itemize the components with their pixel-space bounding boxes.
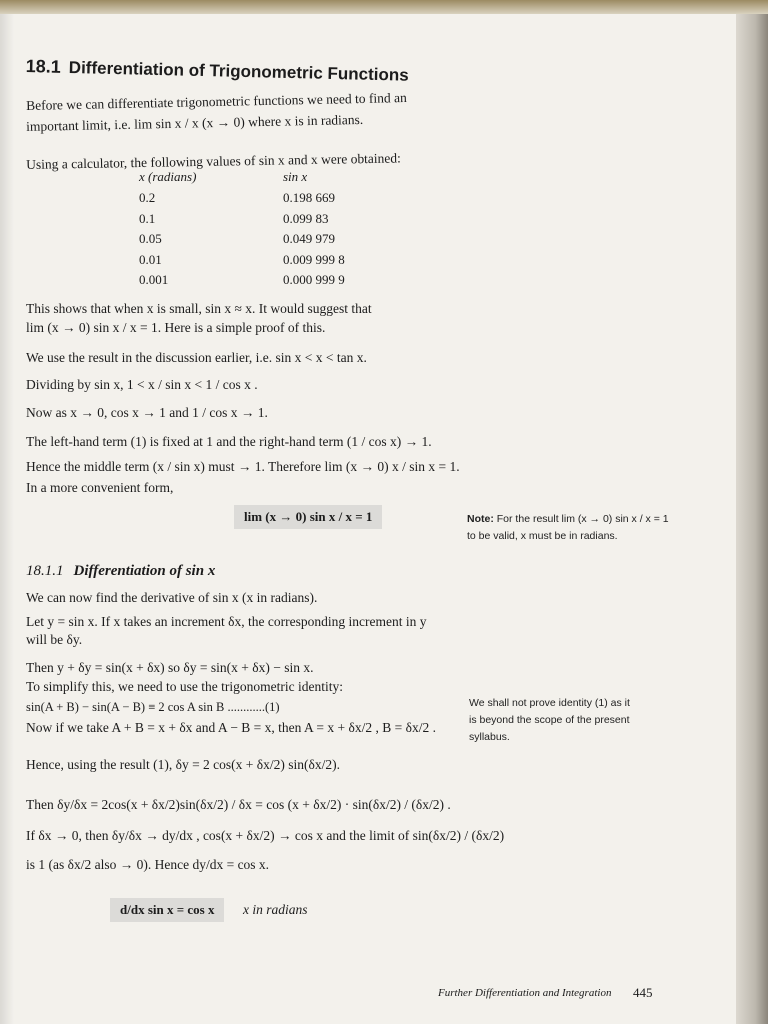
deriv-line-10: is 1 (as δx/2 also → 0). Hence dy/dx = cos x. xyxy=(26,857,270,872)
intro-line-2: important limit, i.e. lim sin x / x (x → 0) where x is in radians. xyxy=(26,111,364,134)
proof-line-5: Now as x → 0, cos x → 1 and 1 / cos x → 1. xyxy=(26,405,268,420)
column-header-x: x (radians) xyxy=(139,169,197,184)
intro-line-1: Before we can differentiate trigonometric functions we need to find an xyxy=(26,90,407,113)
deriv-line-6: Now if we take A + B = x + δx and A − B = x, then A = x + δx/2 , B = δx/2 . xyxy=(26,720,436,735)
table-row xyxy=(139,188,345,209)
calculator-intro: Using a calculator, the following values of sin x and x were obtained: xyxy=(26,150,401,172)
table-cell: 0.099 83 xyxy=(283,210,329,226)
binding-shadow xyxy=(0,0,14,1024)
proof-line-2: lim (x → 0) sin x / x = 1. Here is a simple proof of this. xyxy=(26,320,326,335)
proof-line-7: Hence the middle term (x / sin x) must → 1. Therefore lim (x → 0) x / sin x = 1. xyxy=(26,459,460,474)
table-cell: 0.198 669 xyxy=(283,190,335,206)
proof-line-4: Dividing by sin x, 1 < x / sin x < 1 / cos x . xyxy=(26,377,258,392)
proof-line-3: We use the result in the discussion earlier, i.e. sin x < x < tan x. xyxy=(26,350,367,365)
table-cell: 0.01 xyxy=(139,251,162,267)
table-cell: 0.2 xyxy=(139,190,156,206)
column-header-sinx: sin x xyxy=(283,169,308,184)
deriv-line-8: Then δy/δx = 2cos(x + δx/2)sin(δx/2) / δx = cos (x + δx/2) · sin(δx/2) / (δx/2) . xyxy=(26,797,451,812)
note-line-1 xyxy=(467,511,669,528)
subsection-number: 18.1.1 xyxy=(26,563,64,579)
note2-line-3: syllabus. xyxy=(469,731,510,743)
table-row xyxy=(139,270,345,291)
table-cell: 0.1 xyxy=(139,210,156,226)
deriv-line-2b: will be δy. xyxy=(26,632,83,647)
section-heading xyxy=(26,56,409,86)
footer-chapter-title: Further Differentiation and Integration xyxy=(438,987,612,999)
subsection-heading xyxy=(26,563,215,580)
deriv-line-9: If δx → 0, then δy/δx → dy/dx , cos(x + δx/2) → cos x and the limit of sin(δx/2) / (δx/2) xyxy=(26,828,505,843)
table-cell: 0.049 979 xyxy=(283,231,335,247)
table-row xyxy=(139,229,345,250)
deriv-line-1: We can now find the derivative of sin x (x in radians). xyxy=(26,590,318,605)
section-number: 18.1 xyxy=(25,56,62,77)
table-cell: 0.001 xyxy=(139,272,169,288)
table-cell: 0.000 999 9 xyxy=(283,272,345,288)
table-cell: 0.05 xyxy=(139,231,162,247)
section-title: Differentiation of Trigonometric Functions xyxy=(68,57,409,85)
subsection-title: Differentiation of sin x xyxy=(73,563,216,579)
limit-result-box: lim (x → 0) sin x / x = 1 xyxy=(234,505,382,529)
page-number: 445 xyxy=(633,985,653,1000)
proof-line-8: In a more convenient form, xyxy=(26,480,174,495)
radians-remark: x in radians xyxy=(243,902,308,917)
proof-line-1: This shows that when x is small, sin x ≈ x. It would suggest that xyxy=(26,301,372,316)
values-table xyxy=(139,166,345,291)
book-top-edge xyxy=(0,0,768,14)
deriv-line-2a: Let y = sin x. If x takes an increment δx, the corresponding increment in y xyxy=(26,614,427,629)
note-identity xyxy=(469,695,630,746)
deriv-line-4: To simplify this, we need to use the trigonometric identity: xyxy=(26,679,343,694)
table-header xyxy=(139,166,345,188)
identity-line: sin(A + B) − sin(A − B) ≡ 2 cos A sin B ............(1) xyxy=(26,700,280,714)
deriv-line-7: Hence, using the result (1), δy = 2 cos(x + δx/2) sin(δx/2). xyxy=(26,757,341,772)
derivative-result-box: d/dx sin x = cos x xyxy=(110,898,224,922)
table-row xyxy=(139,209,345,230)
note2-line-1: We shall not prove identity (1) as it xyxy=(469,697,630,709)
note-radians xyxy=(467,511,669,545)
note-text-1: For the result lim (x → 0) sin x / x = 1 xyxy=(496,513,669,525)
note-line-2: to be valid, x must be in radians. xyxy=(467,530,618,542)
book-page-edges xyxy=(736,0,768,1024)
table-row xyxy=(139,250,345,271)
proof-line-6: The left-hand term (1) is fixed at 1 and the right-hand term (1 / cos x) → 1. xyxy=(26,434,432,449)
note-label: Note: xyxy=(467,513,494,525)
deriv-line-3: Then y + δy = sin(x + δx) so δy = sin(x + δx) − sin x. xyxy=(26,660,314,675)
note2-line-2: is beyond the scope of the present xyxy=(469,714,630,726)
table-cell: 0.009 999 8 xyxy=(283,251,345,267)
